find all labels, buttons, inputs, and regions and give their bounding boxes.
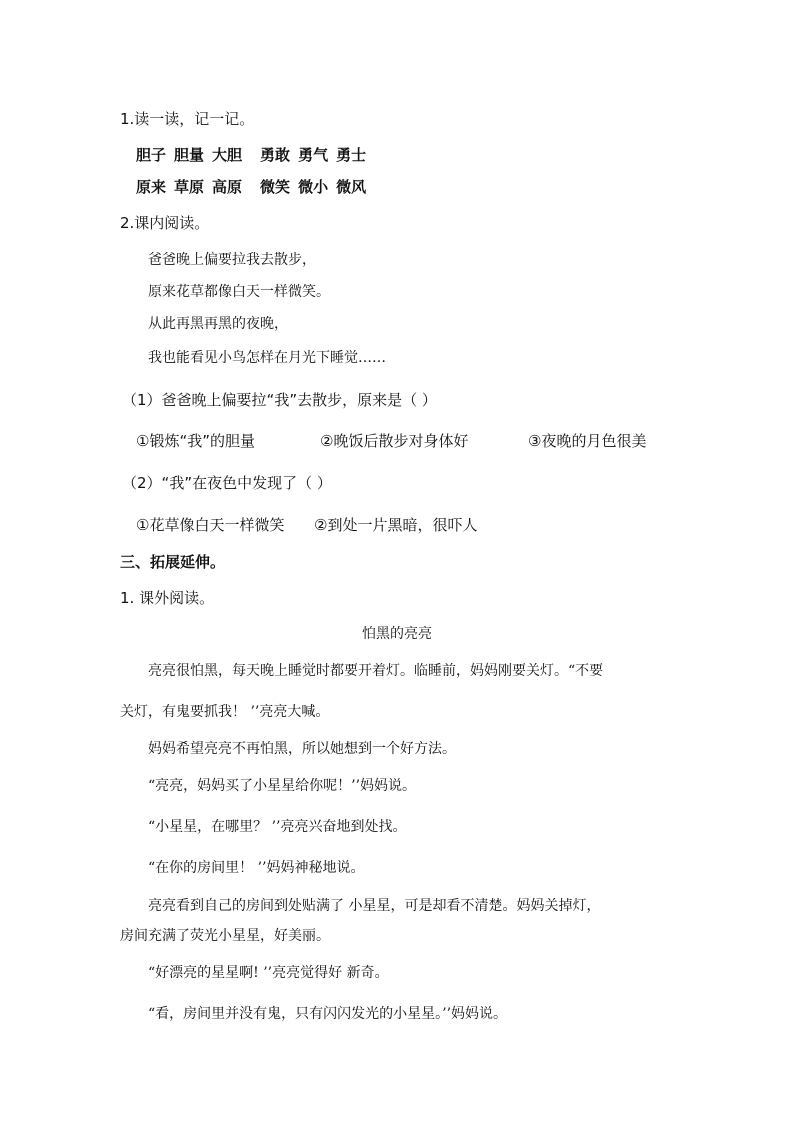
sub-question-1: （1）爸爸晚上偏要拉“我”去散步，原来是（ ） — [122, 391, 437, 409]
vocab-word: 胆子 — [136, 146, 167, 164]
option-1: ①锻炼“我”的胆量 — [136, 432, 255, 450]
poem-line: 爸爸晚上偏要拉我去散步， — [148, 252, 316, 268]
vocab-word: 微笑 — [260, 178, 291, 196]
poem-line: 从此再黑再黑的夜晚， — [148, 316, 288, 332]
vocab-word: 草原 — [174, 178, 205, 196]
vocab-word: 原来 — [136, 178, 167, 196]
vocab-row-1 — [136, 144, 374, 165]
vocab-word: 微小 — [298, 178, 329, 196]
vocab-word: 微风 — [336, 178, 367, 196]
story-paragraph: “好漂亮的星星啊! ’’亮亮觉得好 新奇。 — [148, 965, 389, 981]
story-paragraph: 亮亮看到自己的房间到处贴满了 小星星，可是却看不清楚。妈妈关掉灯， — [148, 898, 601, 914]
story-paragraph: 亮亮很怕黑，每天晚上睡觉时都要开着灯。临睡前，妈妈刚要关灯。“不要 — [148, 663, 604, 679]
vocab-word: 大胆 — [212, 146, 243, 164]
q1-title: 1.读一读，记一记。 — [120, 110, 255, 128]
q2-title: 2.课内阅读。 — [120, 214, 210, 232]
story-paragraph: “亮亮，妈妈买了小星星给你呢！’’妈妈说。 — [148, 778, 417, 794]
story-paragraph: “小星星，在哪里？ ’’亮亮兴奋地到处找。 — [148, 819, 407, 835]
section-3-item-1: 1. 课外阅读。 — [120, 589, 215, 607]
story-paragraph: 房间充满了荧光小星星，好美丽。 — [120, 928, 330, 944]
story-paragraph: “看，房间里并没有鬼，只有闪闪发光的小星星。’’妈妈说。 — [148, 1006, 508, 1022]
story-paragraph: 妈妈希望亮亮不再怕黑，所以她想到一个好方法。 — [148, 741, 456, 757]
vocab-word: 胆量 — [174, 146, 205, 164]
option-2: ②晚饭后散步对身体好 — [320, 432, 469, 450]
sub-question-2: （2）“我”在夜色中发现了（ ） — [122, 474, 332, 492]
poem-line: 原来花草都像白天一样微笑。 — [148, 284, 330, 300]
vocab-word: 勇士 — [336, 146, 367, 164]
vocab-word: 高原 — [212, 178, 243, 196]
story-paragraph: “在你的房间里！ ’’妈妈神秘地说。 — [148, 860, 365, 876]
vocab-row-2 — [136, 176, 374, 197]
option-2: ②到处一片黑暗，很吓人 — [314, 516, 478, 534]
poem-line: 我也能看见小鸟怎样在月光下睡觉…… — [148, 350, 386, 366]
story-paragraph: 关灯，有鬼要抓我！ ’’亮亮大喊。 — [120, 704, 330, 720]
option-1: ①花草像白天一样微笑 — [136, 516, 285, 534]
vocab-word: 勇敢 — [260, 146, 291, 164]
option-3: ③夜晚的月色很美 — [528, 432, 647, 450]
story-title: 怕黑的亮亮 — [362, 626, 432, 642]
section-3-heading: 三、拓展延伸。 — [120, 553, 226, 571]
vocab-word: 勇气 — [298, 146, 329, 164]
